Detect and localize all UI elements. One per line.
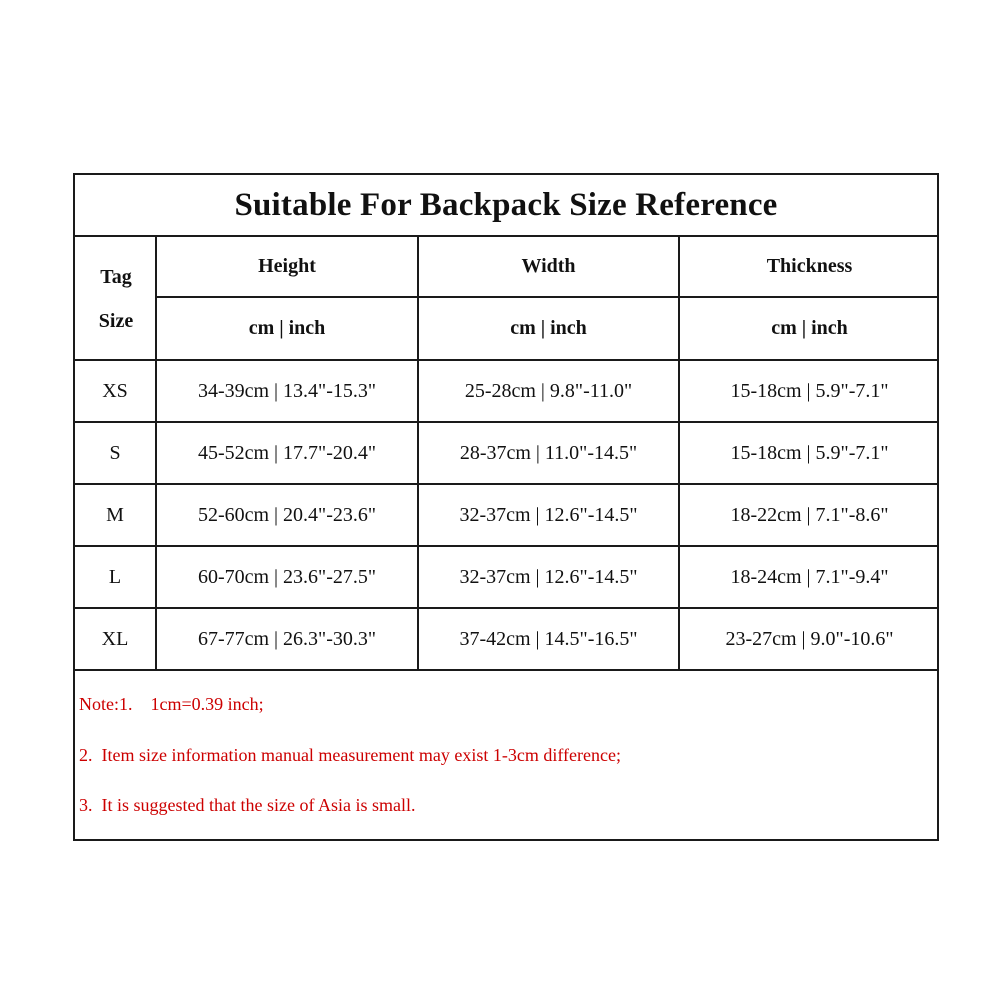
height-cell: 34-39cm | 13.4"-15.3" bbox=[197, 379, 377, 402]
width-cell: 32-37cm | 12.6"-14.5" bbox=[459, 503, 638, 526]
note-line: 2. Item size information manual measurement may exist 1-3cm difference; bbox=[79, 745, 621, 765]
tag-size-label-line2: Size bbox=[98, 310, 134, 332]
height-cell: 60-70cm | 23.6"-27.5" bbox=[197, 565, 377, 588]
column-header-width: Width bbox=[521, 255, 576, 277]
size-cell: XS bbox=[102, 379, 128, 402]
width-cell: 37-42cm | 14.5"-16.5" bbox=[459, 627, 638, 650]
size-cell: S bbox=[109, 441, 121, 464]
column-header-height: Height bbox=[258, 255, 316, 277]
thickness-cell: 18-24cm | 7.1"-9.4" bbox=[730, 565, 889, 588]
thickness-cell: 18-22cm | 7.1"-8.6" bbox=[730, 503, 889, 526]
unit-header-thickness: cm | inch bbox=[771, 317, 848, 339]
height-cell: 52-60cm | 20.4"-23.6" bbox=[197, 503, 377, 526]
size-cell: L bbox=[108, 565, 122, 588]
divider bbox=[75, 669, 939, 671]
column-header-thickness: Thickness bbox=[766, 255, 853, 277]
size-reference-table bbox=[73, 173, 939, 841]
thickness-cell: 15-18cm | 5.9"-7.1" bbox=[730, 441, 889, 464]
tag-size-header bbox=[75, 237, 157, 361]
tag-size-label-line1: Tag bbox=[100, 266, 132, 288]
height-cell: 45-52cm | 17.7"-20.4" bbox=[197, 441, 377, 464]
unit-header-width: cm | inch bbox=[510, 317, 587, 339]
note-line: 3. It is suggested that the size of Asia is small. bbox=[79, 795, 416, 815]
size-cell: XL bbox=[101, 627, 129, 650]
unit-header-height: cm | inch bbox=[248, 317, 326, 339]
thickness-cell: 15-18cm | 5.9"-7.1" bbox=[730, 379, 889, 402]
width-cell: 32-37cm | 12.6"-14.5" bbox=[459, 565, 638, 588]
height-cell: 67-77cm | 26.3"-30.3" bbox=[197, 627, 377, 650]
thickness-cell: 23-27cm | 9.0"-10.6" bbox=[725, 627, 894, 650]
width-cell: 25-28cm | 9.8"-11.0" bbox=[464, 379, 633, 402]
width-cell: 28-37cm | 11.0"-14.5" bbox=[459, 441, 638, 464]
table-title: Suitable For Backpack Size Reference bbox=[75, 175, 937, 237]
size-cell: M bbox=[106, 503, 124, 526]
note-line: Note:1. 1cm=0.39 inch; bbox=[79, 694, 264, 714]
